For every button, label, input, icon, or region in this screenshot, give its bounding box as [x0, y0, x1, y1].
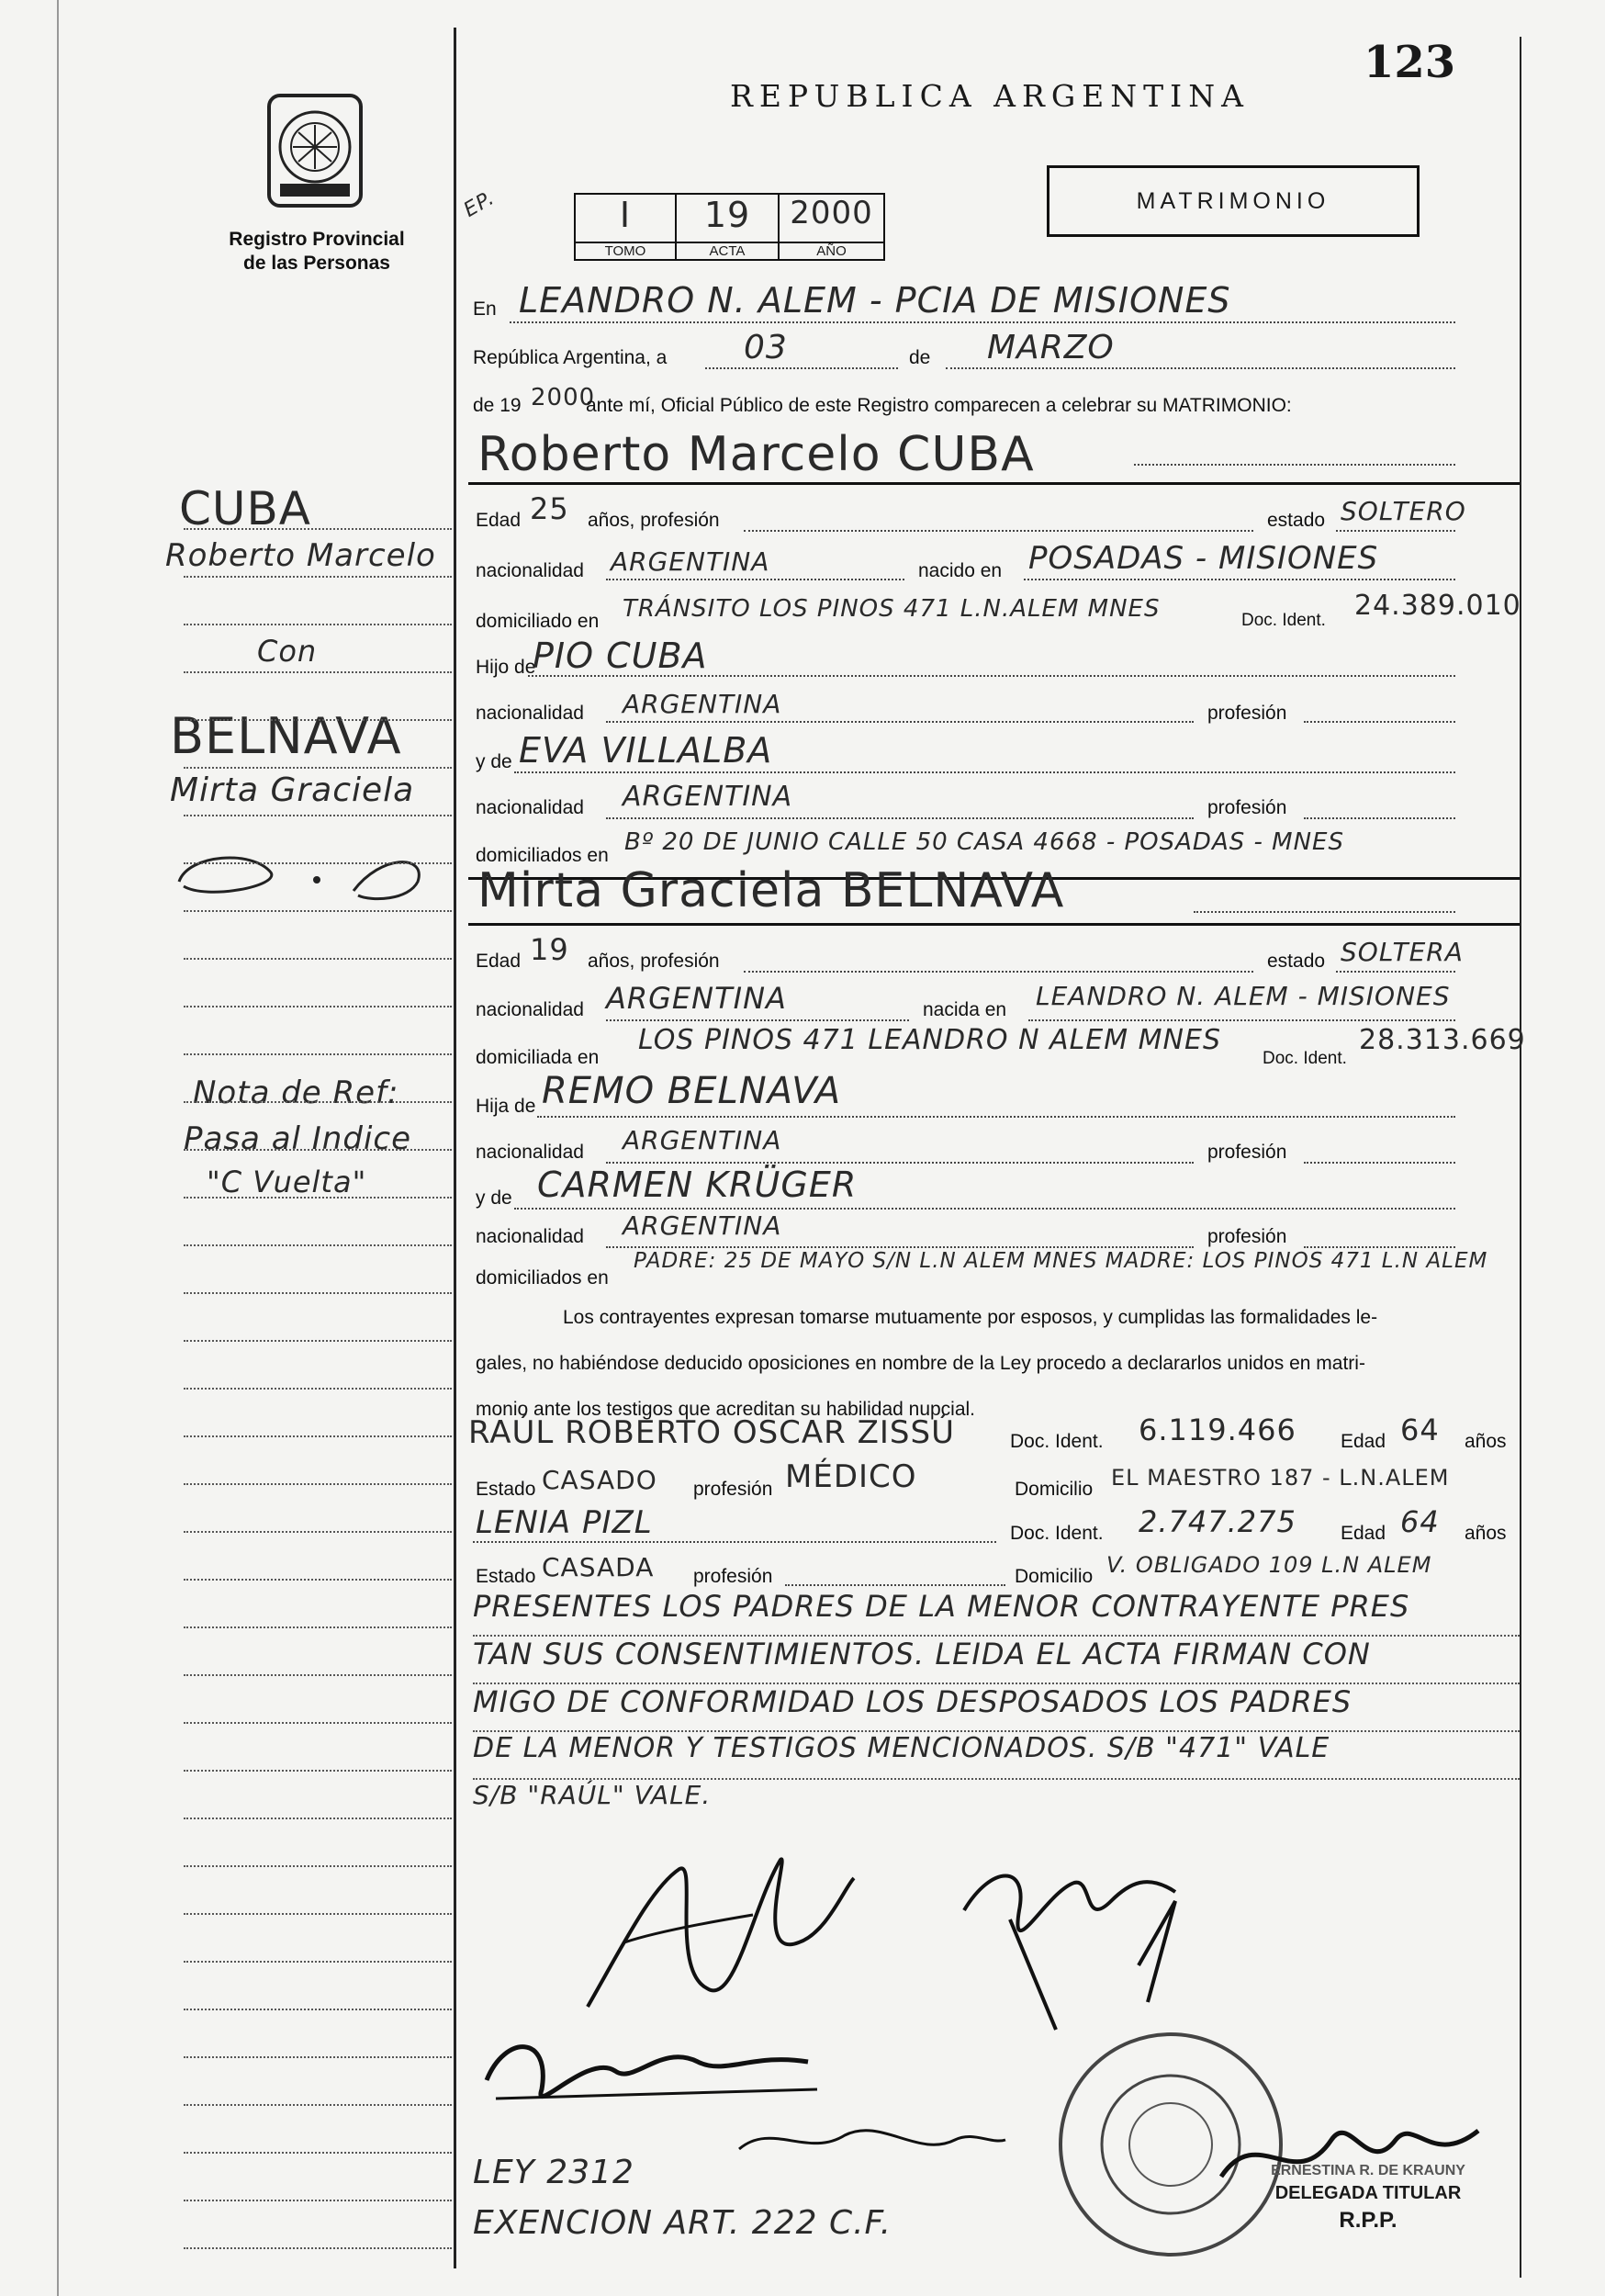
bride-father: REMO BELNAVA	[542, 1070, 842, 1112]
margin-rule-line	[184, 1770, 452, 1772]
groom-nacido-label: nacido en	[918, 560, 1003, 581]
groom-edad-label: Edad	[476, 510, 522, 531]
official-office: R.P.P.	[1339, 2208, 1397, 2233]
declaration-text	[476, 1295, 1513, 1433]
margin-rule-line	[184, 1722, 452, 1724]
margin-rule-line	[184, 1818, 452, 1819]
official-title: DELEGADA TITULAR	[1274, 2183, 1462, 2203]
groom-doc-label: Doc. Ident.	[1241, 611, 1326, 630]
page-number: 123	[1364, 37, 1456, 88]
margin-closing-flourish	[170, 845, 436, 909]
witness-1-estado-label: Estado	[476, 1479, 536, 1500]
bride-full-name: Mirta Graciela BELNAVA	[477, 863, 1065, 918]
margin-rule-line	[184, 1531, 452, 1533]
witness-2-estado: CASADA	[542, 1552, 655, 1582]
margin-ref-note-3: "C Vuelta"	[207, 1165, 367, 1199]
de-label: de	[909, 347, 931, 368]
acta-label: ACTA	[677, 242, 778, 259]
signature-bride	[955, 1855, 1212, 2039]
acta-value: 19	[703, 195, 751, 235]
witness-1-profesion: MÉDICO	[785, 1458, 917, 1495]
margin-rule-line	[184, 1053, 452, 1055]
margin-rule-line	[184, 1483, 452, 1485]
groom-yde-label: y de	[476, 751, 512, 772]
witness-1-dom-label: Domicilio	[1015, 1479, 1094, 1500]
witness-1-prof-label: profesión	[693, 1479, 773, 1500]
corner-note: EP.	[460, 186, 499, 222]
witness-2-prof-label: profesión	[693, 1566, 773, 1587]
margin-bride-names: Mirta Graciela	[170, 771, 415, 809]
groom-anos-profesion: años, profesión	[588, 510, 720, 531]
signature-witness	[477, 2016, 826, 2126]
margin-rule-line	[184, 1913, 452, 1915]
witness-1-edad-label: Edad	[1341, 1431, 1386, 1452]
groom-mother-nac: ARGENTINA	[623, 781, 793, 813]
declaration-line-3: monio ante los testigos que acreditan su habilidad nupcial.	[476, 1399, 976, 1420]
note-line-1: PRESENTES LOS PADRES DE LA MENOR CONTRAYENTE PRES	[473, 1589, 1520, 1637]
registry-name: Registro Provincial de las Personas	[229, 229, 405, 274]
witness-1-name: RAÚL ROBERTO OSCAR ZISSÚ	[468, 1414, 955, 1451]
margin-rule-line	[184, 1101, 452, 1103]
note-line-3: MIGO DE CONFORMIDAD LOS DESPOSADOS LOS PADRES	[473, 1684, 1520, 1732]
witness-1-doc-label: Doc. Ident.	[1010, 1431, 1104, 1452]
note-line-4: DE LA MENOR Y TESTIGOS MENCIONADOS. S/B "471" VALE	[473, 1732, 1520, 1780]
groom-doc: 24.389.010	[1354, 590, 1521, 622]
republica-label: República Argentina, a	[473, 347, 668, 368]
witness-2-edad-label: Edad	[1341, 1523, 1386, 1544]
margin-rule-line	[184, 671, 452, 673]
country-title: REPUBLICA ARGENTINA	[730, 78, 1250, 114]
margin-rule-line	[184, 2009, 452, 2010]
record-number-box	[574, 193, 885, 261]
en-label: En	[473, 298, 497, 320]
signature-parent	[735, 2112, 1010, 2167]
place-value: LEANDRO N. ALEM - PCIA DE MISIONES	[519, 280, 1231, 321]
margin-rule-line	[184, 1865, 452, 1867]
ano-value: 2000	[790, 195, 873, 231]
margin-rule-line	[184, 2247, 452, 2249]
margin-bride-surname: BELNAVA	[170, 707, 402, 765]
witness-1-domicilio: EL MAESTRO 187 - L.N.ALEM	[1111, 1465, 1450, 1491]
groom-parents-domicilio: Bº 20 DE JUNIO CALLE 50 CASA 4668 - POSADAS - MNES	[624, 828, 1344, 856]
groom-mother-prof-label: profesión	[1207, 797, 1287, 818]
groom-father-prof-label: profesión	[1207, 703, 1287, 724]
margin-con: Con	[257, 634, 318, 669]
groom-estado: SOLTERO	[1341, 496, 1466, 526]
witness-2-dom-label: Domicilio	[1015, 1566, 1094, 1587]
bride-edad: 19	[530, 932, 569, 967]
margin-rule-line	[184, 719, 452, 721]
official-name: ERNESTINA R. DE KRAUNY	[1271, 2163, 1465, 2178]
tomo-cell	[576, 195, 677, 259]
note-line-2: TAN SUS CONSENTIMIENTOS. LEIDA EL ACTA FIRMAN CON	[473, 1637, 1520, 1684]
margin-rule-line	[184, 1340, 452, 1342]
margin-rule-line	[184, 2056, 452, 2058]
groom-nacionalidad: ARGENTINA	[611, 546, 770, 577]
note-line-5: S/B "RAÚL" VALE.	[473, 1780, 712, 1810]
margin-rule-line	[184, 2152, 452, 2154]
groom-dom-label: domiciliado en	[476, 611, 600, 632]
left-edge-line	[57, 0, 59, 2296]
notes-block	[473, 1589, 1520, 1820]
month-value: MARZO	[987, 329, 1115, 366]
margin-rule-line	[184, 2104, 452, 2106]
groom-estado-label: estado	[1267, 510, 1326, 531]
margin-rule-line	[184, 958, 452, 960]
groom-nac-label: nacionalidad	[476, 560, 584, 581]
margin-rule-line	[184, 1149, 452, 1151]
groom-parents-dom-label: domiciliados en	[476, 845, 609, 866]
officer-text: ante mí, Oficial Público de este Registro comparecen a celebrar su MATRIMONIO:	[586, 395, 1292, 416]
groom-hijo-label: Hijo de	[476, 657, 536, 678]
year-prefix: de 19	[473, 395, 522, 416]
groom-edad: 25	[530, 491, 569, 526]
witness-2-doc: 2.747.275	[1139, 1504, 1296, 1539]
witness-1-doc: 6.119.466	[1139, 1412, 1296, 1447]
acta-cell	[677, 195, 780, 259]
witness-1-anos-label: años	[1465, 1431, 1507, 1452]
margin-rule-line	[184, 1674, 452, 1676]
signature-groom	[569, 1832, 863, 2034]
act-type-label: MATRIMONIO	[1136, 187, 1330, 214]
margin-rule-line	[184, 624, 452, 625]
right-rule	[1520, 37, 1521, 2278]
groom-nacido: POSADAS - MISIONES	[1028, 540, 1379, 577]
margin-rule-line	[184, 1961, 452, 1963]
tomo-value: I	[619, 195, 632, 235]
official-block	[1249, 2163, 1487, 2234]
year-value: 2000	[531, 384, 596, 411]
margin-rule-line	[184, 815, 452, 816]
margin-rule-line	[184, 1197, 452, 1199]
margin-rule-line	[184, 1435, 452, 1437]
groom-domicilio: TRÁNSITO LOS PINOS 471 L.N.ALEM MNES	[623, 595, 1161, 623]
bride-dom-label: domiciliada en	[476, 1047, 600, 1068]
witness-2-anos-label: años	[1465, 1523, 1507, 1544]
groom-father-nac-label: nacionalidad	[476, 703, 584, 724]
bride-estado-label: estado	[1267, 951, 1326, 972]
bride-father-prof-label: profesión	[1207, 1142, 1287, 1163]
exencion-note: EXENCION ART. 222 C.F.	[473, 2204, 892, 2242]
witness-1-estado: CASADO	[542, 1465, 657, 1495]
bride-domicilio: LOS PINOS 471 LEANDRO N ALEM MNES	[638, 1024, 1221, 1056]
margin-rule-line	[184, 862, 452, 864]
bride-nacionalidad: ARGENTINA	[606, 981, 787, 1016]
margin-groom-surname: CUBA	[179, 482, 312, 535]
declaration-line-2: gales, no habiéndose deducido oposiciones en nombre de la Ley procedo a declararlos unidos en matri-	[476, 1353, 1365, 1374]
margin-rule-line	[184, 576, 452, 578]
bride-mother-nac-label: nacionalidad	[476, 1226, 584, 1247]
bride-doc: 28.313.669	[1359, 1024, 1526, 1056]
margin-rule-line	[184, 910, 452, 912]
margin-groom-names: Roberto Marcelo	[165, 537, 436, 574]
bride-doc-label: Doc. Ident.	[1263, 1049, 1347, 1068]
margin-rule-line	[184, 1244, 452, 1246]
bride-parents-domicilio: PADRE: 25 DE MAYO S/N L.N ALEM MNES MADRE: LOS PINOS 471 L.N ALEM	[634, 1249, 1488, 1273]
margin-rule-line	[184, 2200, 452, 2201]
groom-father: PIO CUBA	[533, 636, 708, 676]
groom-full-name: Roberto Marcelo CUBA	[477, 427, 1035, 482]
bride-anos-profesion: años, profesión	[588, 951, 720, 972]
margin-rule-line	[184, 528, 452, 530]
groom-mother: EVA VILLALBA	[519, 730, 773, 771]
margin-rule-line	[184, 767, 452, 769]
witness-1-edad: 64	[1400, 1412, 1440, 1447]
groom-mother-nac-label: nacionalidad	[476, 797, 584, 818]
bride-nac-label: nacionalidad	[476, 999, 584, 1020]
margin-rule-line	[184, 1006, 452, 1007]
ley-note: LEY 2312	[473, 2154, 634, 2191]
bride-nacida-label: nacida en	[923, 999, 1007, 1020]
ano-cell	[780, 195, 883, 259]
bride-mother-prof-label: profesión	[1207, 1226, 1287, 1247]
witness-2-doc-label: Doc. Ident.	[1010, 1523, 1104, 1544]
witness-2-name: LENIA PIZL	[476, 1504, 653, 1541]
bride-estado: SOLTERA	[1341, 937, 1464, 967]
margin-rule-line	[184, 1388, 452, 1390]
margin-ref-note-1: Nota de Ref:	[193, 1075, 399, 1111]
bride-mother: CARMEN KRÜGER	[537, 1165, 858, 1205]
bride-mother-nac: ARGENTINA	[623, 1210, 782, 1241]
tomo-label: TOMO	[576, 242, 675, 259]
day-value: 03	[744, 329, 788, 366]
groom-father-nac: ARGENTINA	[623, 689, 782, 719]
bride-nacida: LEANDRO N. ALEM - MISIONES	[1036, 981, 1451, 1011]
act-type-box	[1047, 165, 1420, 237]
page-fold-line	[454, 28, 456, 2268]
witness-2-edad: 64	[1400, 1504, 1440, 1539]
witness-2-domicilio: V. OBLIGADO 109 L.N ALEM	[1106, 1552, 1432, 1578]
margin-ref-note-2: Pasa al Indice	[184, 1120, 411, 1157]
ano-label: AÑO	[780, 242, 883, 259]
bride-father-nac-label: nacionalidad	[476, 1142, 584, 1163]
margin-rule-line	[184, 1292, 452, 1294]
bride-edad-label: Edad	[476, 951, 522, 972]
witness-2-estado-label: Estado	[476, 1566, 536, 1587]
bride-father-nac: ARGENTINA	[623, 1125, 782, 1155]
margin-rule-line	[184, 1626, 452, 1628]
bride-hija-label: Hija de	[476, 1096, 536, 1117]
bride-yde-label: y de	[476, 1187, 512, 1209]
margin-rule-line	[184, 1579, 452, 1581]
provincial-seal-logo	[262, 92, 367, 211]
declaration-line-1: Los contrayentes expresan tomarse mutuamente por esposos, y cumplidas las formalidades le-	[563, 1307, 1378, 1328]
bride-parents-dom-label: domiciliados en	[476, 1267, 609, 1289]
